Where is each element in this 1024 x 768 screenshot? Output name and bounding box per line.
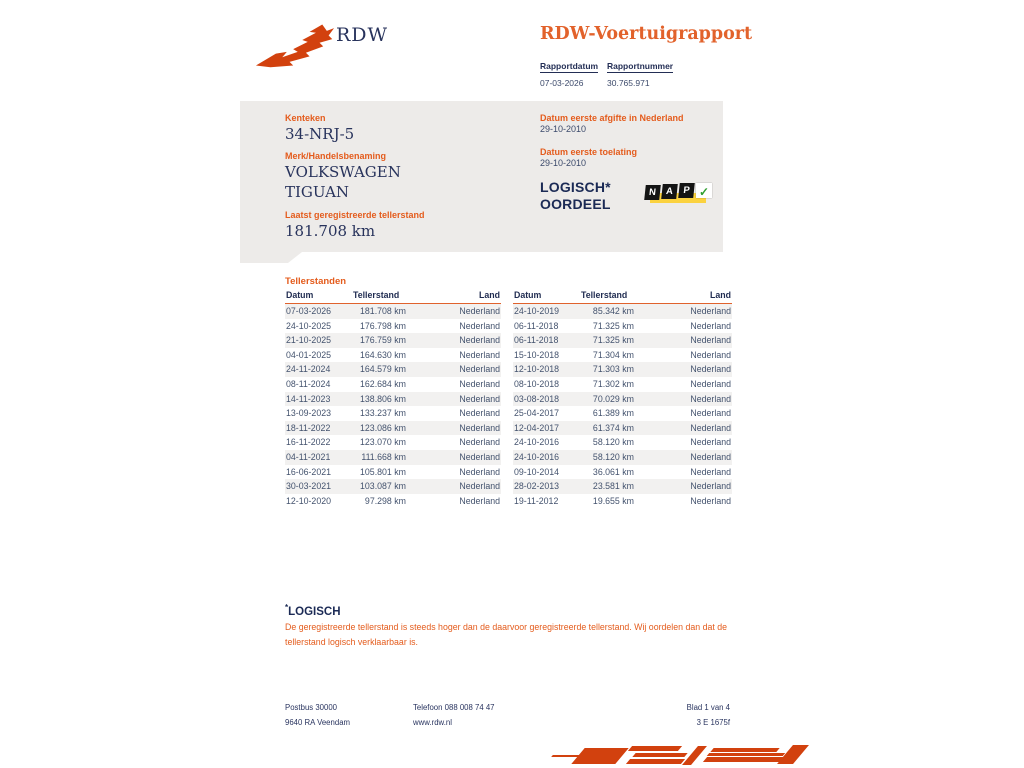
cell-land: Nederland xyxy=(459,451,500,462)
cell-tellerstand: 58.120 km xyxy=(592,451,634,462)
cell-datum: 08-10-2018 xyxy=(514,378,559,389)
cell-tellerstand: 133.237 km xyxy=(360,408,406,419)
cell-land: Nederland xyxy=(690,408,731,419)
cell-datum: 19-11-2012 xyxy=(514,495,559,506)
cell-tellerstand: 176.798 km xyxy=(360,320,406,331)
cell-tellerstand: 70.029 km xyxy=(592,393,634,404)
cell-datum: 16-06-2021 xyxy=(286,466,331,477)
table-row xyxy=(285,333,501,348)
table-row xyxy=(513,421,732,436)
table-row xyxy=(513,479,732,494)
cell-datum: 25-04-2017 xyxy=(514,408,559,419)
cell-tellerstand: 123.086 km xyxy=(360,422,406,433)
wing-segment xyxy=(707,753,786,756)
wing-segment xyxy=(682,746,707,765)
cell-tellerstand: 19.655 km xyxy=(592,495,634,506)
cell-datum: 15-10-2018 xyxy=(514,349,559,360)
cell-datum: 24-11-2024 xyxy=(286,364,331,375)
cell-land: Nederland xyxy=(690,481,731,492)
cell-datum: 16-11-2022 xyxy=(286,437,331,448)
cell-tellerstand: 138.806 km xyxy=(360,393,406,404)
cell-land: Nederland xyxy=(690,320,731,331)
cell-tellerstand: 71.303 km xyxy=(592,364,634,375)
cell-land: Nederland xyxy=(690,364,731,375)
cell-land: Nederland xyxy=(459,320,500,331)
footer-city: 9640 RA Veendam xyxy=(285,718,351,727)
cell-tellerstand: 103.087 km xyxy=(360,481,406,492)
cell-land: Nederland xyxy=(459,364,500,375)
cell-tellerstand: 123.070 km xyxy=(360,437,406,448)
cell-datum: 07-03-2026 xyxy=(286,306,331,316)
cell-land: Nederland xyxy=(690,349,731,360)
cell-land: Nederland xyxy=(459,495,500,506)
table-row xyxy=(513,392,732,407)
footer-page-number: Blad 1 van 4 xyxy=(686,703,730,712)
nap-letter-n: N xyxy=(644,185,661,200)
cell-land: Nederland xyxy=(690,393,731,404)
table-row xyxy=(285,377,501,392)
footer-page-info xyxy=(610,700,730,730)
table-row xyxy=(285,392,501,407)
cell-land: Nederland xyxy=(690,451,731,462)
cell-land: Nederland xyxy=(690,306,731,316)
cell-datum: 24-10-2016 xyxy=(514,451,559,462)
cell-datum: 04-01-2025 xyxy=(286,349,331,360)
kenteken-label: Kenteken xyxy=(285,113,326,123)
cell-land: Nederland xyxy=(690,466,731,477)
footer-contact xyxy=(413,700,495,730)
cell-datum: 12-10-2018 xyxy=(514,364,559,375)
cell-datum: 30-03-2021 xyxy=(286,481,331,492)
cell-tellerstand: 71.304 km xyxy=(592,349,634,360)
tellerstand-value: 181.708 km xyxy=(285,222,376,240)
cell-tellerstand: 162.684 km xyxy=(360,378,406,389)
table-row xyxy=(513,362,732,377)
rdw-falcon-logo-icon xyxy=(253,20,337,70)
brand-wordmark: RDW xyxy=(336,24,389,46)
toelating-value: 29-10-2010 xyxy=(540,158,587,168)
cell-datum: 24-10-2016 xyxy=(514,437,559,448)
cell-tellerstand: 97.298 km xyxy=(364,495,406,506)
table-row xyxy=(285,421,501,436)
table-row xyxy=(285,465,501,480)
report-date-block xyxy=(540,56,598,88)
cell-land: Nederland xyxy=(459,466,500,477)
report-number-block xyxy=(607,56,673,88)
cell-datum: 04-11-2021 xyxy=(286,451,331,462)
cell-land: Nederland xyxy=(690,495,731,506)
nap-letter-a: A xyxy=(661,184,678,199)
cell-datum: 21-10-2025 xyxy=(286,335,331,346)
nap-letter-p: P xyxy=(678,183,695,198)
table-row xyxy=(285,494,501,509)
cell-tellerstand: 164.630 km xyxy=(360,349,406,360)
col-datum: Datum xyxy=(286,290,314,300)
footer-address xyxy=(285,700,350,730)
cell-land: Nederland xyxy=(459,349,500,360)
cell-datum: 08-11-2024 xyxy=(286,378,331,389)
cell-land: Nederland xyxy=(690,437,731,448)
report-number-label: Rapportnummer xyxy=(607,61,674,71)
vehicle-info-panel xyxy=(240,101,723,252)
table-header xyxy=(285,290,501,304)
cell-land: Nederland xyxy=(459,306,500,316)
wing-segment xyxy=(626,759,685,764)
toelating-label: Datum eerste toelating xyxy=(540,147,638,157)
oordeel-line1: LOGISCH* xyxy=(540,179,611,195)
cell-land: Nederland xyxy=(459,437,500,448)
col-datum: Datum xyxy=(514,290,542,300)
tellerstand-label: Laatst geregistreerde tellerstand xyxy=(285,210,425,220)
col-tellerstand: Tellerstand xyxy=(581,290,628,300)
table-header xyxy=(513,290,732,304)
table-row xyxy=(513,304,732,319)
cell-datum: 09-10-2014 xyxy=(514,466,559,477)
cell-datum: 12-04-2017 xyxy=(514,422,559,433)
cell-datum: 06-11-2018 xyxy=(514,320,559,331)
cell-tellerstand: 58.120 km xyxy=(592,437,634,448)
col-land: Land xyxy=(478,290,500,300)
cell-datum: 28-02-2013 xyxy=(514,481,559,492)
afgifte-value: 29-10-2010 xyxy=(540,124,587,134)
table-row xyxy=(285,435,501,450)
col-tellerstand: Tellerstand xyxy=(353,290,400,300)
nap-logo xyxy=(645,182,719,208)
note-title-text: LOGISCH xyxy=(288,605,341,618)
table-row xyxy=(513,450,732,465)
cell-tellerstand: 111.668 km xyxy=(361,451,406,462)
note-asterisk: * xyxy=(285,603,289,612)
table-row xyxy=(285,319,501,334)
cell-land: Nederland xyxy=(459,393,500,404)
table-row xyxy=(285,304,501,319)
cell-tellerstand: 23.581 km xyxy=(592,481,634,492)
table-row xyxy=(285,479,501,494)
cell-land: Nederland xyxy=(459,481,500,492)
cell-tellerstand: 164.579 km xyxy=(360,364,406,375)
cell-tellerstand: 181.708 km xyxy=(360,306,406,316)
cell-tellerstand: 36.061 km xyxy=(592,466,634,477)
cell-tellerstand: 61.389 km xyxy=(592,408,634,419)
wing-segment xyxy=(628,746,682,751)
odometer-table-left xyxy=(285,290,501,508)
table-row xyxy=(285,348,501,363)
odometer-table-right xyxy=(513,290,732,508)
cell-tellerstand: 176.759 km xyxy=(360,335,406,346)
cell-datum: 24-10-2025 xyxy=(286,320,331,331)
cell-datum: 18-11-2022 xyxy=(286,422,331,433)
cell-tellerstand: 61.374 km xyxy=(592,422,634,433)
cell-land: Nederland xyxy=(690,378,731,389)
table-row xyxy=(513,319,732,334)
table-rows xyxy=(285,304,501,508)
table-row xyxy=(513,494,732,509)
handelsbenaming-value: TIGUAN xyxy=(285,183,350,201)
kenteken-value: 34-NRJ-5 xyxy=(285,125,355,143)
cell-land: Nederland xyxy=(459,335,500,346)
cell-land: Nederland xyxy=(459,408,500,419)
wing-segment xyxy=(632,753,687,757)
cell-land: Nederland xyxy=(690,422,731,433)
cell-tellerstand: 71.325 km xyxy=(592,335,634,346)
panel-corner-tail xyxy=(240,252,302,263)
checkmark-icon: ✓ xyxy=(698,185,710,199)
cell-datum: 06-11-2018 xyxy=(514,335,559,346)
nap-check-tile xyxy=(696,183,712,198)
oordeel-line2: OORDEEL xyxy=(540,196,611,212)
cell-land: Nederland xyxy=(459,422,500,433)
table-row xyxy=(513,377,732,392)
report-date-label: Rapportdatum xyxy=(540,61,599,71)
footer-wing-graphic xyxy=(550,744,810,768)
cell-datum: 13-09-2023 xyxy=(286,408,331,419)
footer-phone: Telefoon 088 008 74 47 xyxy=(413,703,495,712)
cell-tellerstand: 85.342 km xyxy=(592,306,634,316)
wing-segment xyxy=(571,748,628,764)
footer-postbus: Postbus 30000 xyxy=(285,703,338,712)
falcon-icon xyxy=(253,20,337,70)
tellerstanden-section-title: Tellerstanden xyxy=(285,276,347,287)
page-title: RDW-Voertuigrapport xyxy=(540,24,753,44)
cell-tellerstand: 71.302 km xyxy=(592,378,634,389)
vehicle-info-left-column xyxy=(285,113,525,241)
cell-datum: 12-10-2020 xyxy=(286,495,331,506)
table-row xyxy=(513,333,732,348)
table-row xyxy=(513,348,732,363)
table-rows xyxy=(513,304,732,508)
cell-datum: 14-11-2023 xyxy=(286,393,331,404)
col-land: Land xyxy=(709,290,731,300)
footer-form-code: 3 E 1675f xyxy=(696,718,730,727)
afgifte-label: Datum eerste afgifte in Nederland xyxy=(540,113,684,123)
cell-tellerstand: 105.801 km xyxy=(360,466,406,477)
cell-land: Nederland xyxy=(690,335,731,346)
table-row xyxy=(285,406,501,421)
report-date-value: 07-03-2026 xyxy=(540,78,584,88)
cell-datum: 03-08-2018 xyxy=(514,393,559,404)
cell-tellerstand: 71.325 km xyxy=(592,320,634,331)
footer-website: www.rdw.nl xyxy=(413,718,452,727)
note-body: De geregistreerde tellerstand is steeds hoger dan de daarvoor geregistreerde tellerstand. Wij oordelen dan dat de tellerstand logisch verklaarbaar is. xyxy=(285,622,728,647)
table-row xyxy=(513,435,732,450)
report-number-value: 30.765.971 xyxy=(607,78,650,88)
wing-segment xyxy=(710,748,779,752)
cell-datum: 24-10-2019 xyxy=(514,306,559,316)
wing-segment xyxy=(703,757,789,762)
table-row xyxy=(285,450,501,465)
table-row xyxy=(285,362,501,377)
table-row xyxy=(513,406,732,421)
merk-label: Merk/Handelsbenaming xyxy=(285,151,387,161)
note-title xyxy=(285,603,341,618)
cell-land: Nederland xyxy=(459,378,500,389)
merk-value: VOLKSWAGEN xyxy=(285,163,401,181)
table-row xyxy=(513,465,732,480)
